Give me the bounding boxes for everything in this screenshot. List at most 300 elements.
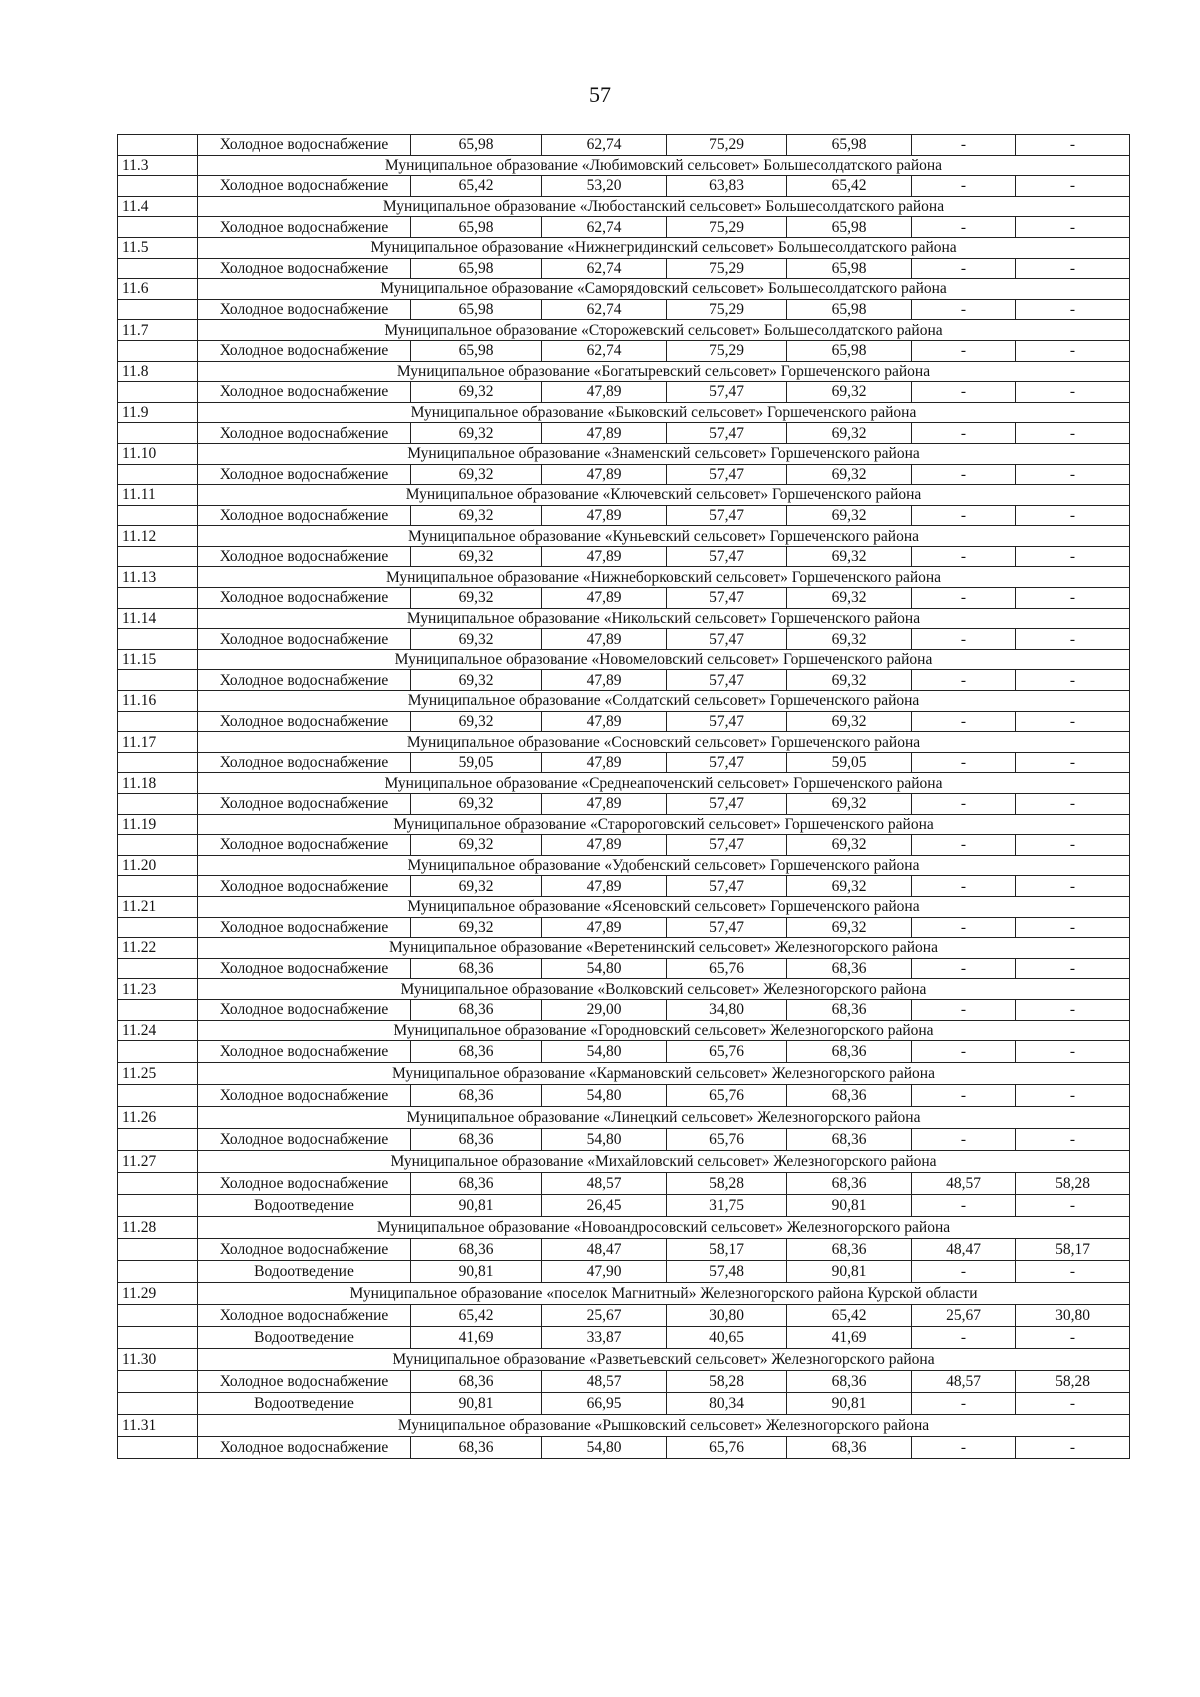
- service-label: Холодное водоснабжение: [198, 546, 411, 567]
- section-header-row: [118, 196, 1130, 217]
- service-label: Холодное водоснабжение: [198, 1305, 411, 1327]
- tariff-value-3: 57,47: [667, 588, 787, 609]
- service-label: Холодное водоснабжение: [198, 423, 411, 444]
- tariff-value-6: -: [1016, 1129, 1130, 1151]
- tariff-value-6: -: [1016, 299, 1130, 320]
- tariff-value-5: -: [912, 546, 1016, 567]
- section-header-row: [118, 608, 1130, 629]
- tariff-value-2: 47,89: [542, 835, 667, 856]
- tariff-value-2: 47,89: [542, 794, 667, 815]
- tariff-value-1: 68,36: [411, 1437, 542, 1459]
- table-row: [118, 217, 1130, 238]
- empty-cell: [118, 1041, 198, 1063]
- tariff-value-6: -: [1016, 917, 1130, 938]
- tariff-value-2: 47,89: [542, 670, 667, 691]
- tariff-value-1: 69,32: [411, 382, 542, 403]
- empty-cell: [118, 629, 198, 650]
- tariff-value-4: 59,05: [787, 752, 912, 773]
- tariff-value-4: 65,42: [787, 176, 912, 197]
- section-number: 11.27: [118, 1151, 198, 1173]
- tariff-value-4: 65,98: [787, 299, 912, 320]
- table-row: [118, 546, 1130, 567]
- tariff-value-2: 54,80: [542, 1437, 667, 1459]
- tariff-value-4: 68,36: [787, 1085, 912, 1107]
- tariff-value-6: -: [1016, 546, 1130, 567]
- tariff-value-4: 69,32: [787, 835, 912, 856]
- tariff-value-2: 47,89: [542, 423, 667, 444]
- table-row: [118, 258, 1130, 279]
- tariff-value-1: 68,36: [411, 999, 542, 1020]
- section-title: Муниципальное образование «Кармановский сельсовет» Железногорского района: [198, 1063, 1130, 1085]
- tariff-value-1: 69,32: [411, 629, 542, 650]
- tariff-value-2: 66,95: [542, 1393, 667, 1415]
- table-row: [118, 1173, 1130, 1195]
- service-label: Холодное водоснабжение: [198, 588, 411, 609]
- table-row: [118, 135, 1130, 156]
- section-header-row: [118, 691, 1130, 712]
- service-label: Холодное водоснабжение: [198, 1129, 411, 1151]
- tariff-value-1: 69,32: [411, 835, 542, 856]
- empty-cell: [118, 135, 198, 156]
- tariff-value-1: 69,32: [411, 423, 542, 444]
- tariff-value-6: 58,28: [1016, 1173, 1130, 1195]
- tariff-value-5: -: [912, 1195, 1016, 1217]
- section-header-row: [118, 485, 1130, 506]
- section-title: Муниципальное образование «Никольский сельсовет» Горшеченского района: [198, 608, 1130, 629]
- tariff-value-1: 65,42: [411, 176, 542, 197]
- service-label: Холодное водоснабжение: [198, 1041, 411, 1063]
- empty-cell: [118, 711, 198, 732]
- empty-cell: [118, 1261, 198, 1283]
- tariff-value-4: 65,98: [787, 135, 912, 156]
- tariff-value-1: 69,32: [411, 711, 542, 732]
- section-header-row: [118, 732, 1130, 753]
- section-title: Муниципальное образование «Куньевский сельсовет» Горшеченского района: [198, 526, 1130, 547]
- tariff-value-4: 68,36: [787, 999, 912, 1020]
- tariff-value-3: 80,34: [667, 1393, 787, 1415]
- tariff-value-3: 75,29: [667, 135, 787, 156]
- section-header-row: [118, 443, 1130, 464]
- tariff-value-4: 68,36: [787, 1437, 912, 1459]
- section-number: 11.18: [118, 773, 198, 794]
- section-number: 11.7: [118, 320, 198, 341]
- tariff-value-1: 65,98: [411, 340, 542, 361]
- section-header-row: [118, 320, 1130, 341]
- tariff-value-3: 75,29: [667, 258, 787, 279]
- tariff-value-6: -: [1016, 1195, 1130, 1217]
- empty-cell: [118, 546, 198, 567]
- table-row: [118, 629, 1130, 650]
- tariff-value-2: 47,89: [542, 917, 667, 938]
- empty-cell: [118, 958, 198, 979]
- tariff-value-5: -: [912, 505, 1016, 526]
- section-number: 11.17: [118, 732, 198, 753]
- empty-cell: [118, 176, 198, 197]
- service-label: Холодное водоснабжение: [198, 135, 411, 156]
- section-title: Муниципальное образование «Новоандросовский сельсовет» Железногорского района: [198, 1217, 1130, 1239]
- tariff-value-5: -: [912, 176, 1016, 197]
- tariff-value-1: 65,98: [411, 258, 542, 279]
- tariff-value-3: 57,47: [667, 917, 787, 938]
- tariff-value-2: 54,80: [542, 958, 667, 979]
- service-label: Водоотведение: [198, 1195, 411, 1217]
- service-label: Холодное водоснабжение: [198, 258, 411, 279]
- section-title: Муниципальное образование «Саморядовский сельсовет» Большесолдатского района: [198, 279, 1130, 300]
- tariff-value-3: 57,47: [667, 752, 787, 773]
- section-number: 11.29: [118, 1283, 198, 1305]
- tariff-value-2: 29,00: [542, 999, 667, 1020]
- tariff-value-2: 47,89: [542, 752, 667, 773]
- service-label: Холодное водоснабжение: [198, 711, 411, 732]
- table-row: [118, 382, 1130, 403]
- section-number: 11.5: [118, 237, 198, 258]
- tariff-value-2: 62,74: [542, 299, 667, 320]
- service-label: Холодное водоснабжение: [198, 629, 411, 650]
- service-label: Холодное водоснабжение: [198, 835, 411, 856]
- table-row: [118, 340, 1130, 361]
- tariff-value-4: 69,32: [787, 423, 912, 444]
- tariff-value-3: 65,76: [667, 958, 787, 979]
- tariff-value-6: -: [1016, 340, 1130, 361]
- table-row: [118, 1261, 1130, 1283]
- table-row: [118, 1041, 1130, 1063]
- tariff-value-6: -: [1016, 217, 1130, 238]
- tariff-value-4: 69,32: [787, 382, 912, 403]
- tariff-value-5: 48,47: [912, 1239, 1016, 1261]
- section-header-row: [118, 1151, 1130, 1173]
- table-body: [118, 135, 1130, 1459]
- tariff-value-5: -: [912, 382, 1016, 403]
- section-header-row: [118, 567, 1130, 588]
- tariff-value-2: 25,67: [542, 1305, 667, 1327]
- tariff-value-3: 57,47: [667, 711, 787, 732]
- tariff-value-3: 75,29: [667, 299, 787, 320]
- section-number: 11.13: [118, 567, 198, 588]
- tariff-value-2: 47,89: [542, 464, 667, 485]
- tariff-value-1: 69,32: [411, 505, 542, 526]
- tariff-value-6: -: [1016, 752, 1130, 773]
- section-header-row: [118, 1283, 1130, 1305]
- section-header-row: [118, 938, 1130, 959]
- tariff-value-3: 57,47: [667, 505, 787, 526]
- tariff-value-2: 47,89: [542, 711, 667, 732]
- service-label: Холодное водоснабжение: [198, 917, 411, 938]
- tariff-value-6: -: [1016, 629, 1130, 650]
- tariff-value-5: -: [912, 999, 1016, 1020]
- section-title: Муниципальное образование «Среднеапоченский сельсовет» Горшеченского района: [198, 773, 1130, 794]
- section-header-row: [118, 1063, 1130, 1085]
- tariff-value-6: -: [1016, 1393, 1130, 1415]
- tariff-value-3: 57,47: [667, 876, 787, 897]
- tariff-value-5: -: [912, 1327, 1016, 1349]
- service-label: Холодное водоснабжение: [198, 340, 411, 361]
- section-header-row: [118, 155, 1130, 176]
- tariff-value-6: -: [1016, 711, 1130, 732]
- tariff-value-2: 48,57: [542, 1173, 667, 1195]
- service-label: Холодное водоснабжение: [198, 1085, 411, 1107]
- tariff-value-2: 47,89: [542, 546, 667, 567]
- tariff-value-3: 65,76: [667, 1085, 787, 1107]
- tariff-value-1: 68,36: [411, 958, 542, 979]
- empty-cell: [118, 1437, 198, 1459]
- section-header-row: [118, 1415, 1130, 1437]
- tariff-value-3: 75,29: [667, 217, 787, 238]
- tariff-value-5: -: [912, 1041, 1016, 1063]
- tariff-value-5: -: [912, 711, 1016, 732]
- section-title: Муниципальное образование «Солдатский сельсовет» Горшеченского района: [198, 691, 1130, 712]
- tariff-value-6: -: [1016, 670, 1130, 691]
- tariff-value-2: 62,74: [542, 217, 667, 238]
- section-title: Муниципальное образование «Новомеловский сельсовет» Горшеченского района: [198, 649, 1130, 670]
- tariff-value-3: 65,76: [667, 1129, 787, 1151]
- table-row: [118, 505, 1130, 526]
- tariff-value-3: 57,47: [667, 629, 787, 650]
- tariff-value-2: 48,47: [542, 1239, 667, 1261]
- tariff-value-6: -: [1016, 999, 1130, 1020]
- tariff-value-4: 65,98: [787, 217, 912, 238]
- tariff-value-4: 41,69: [787, 1327, 912, 1349]
- tariff-value-6: -: [1016, 464, 1130, 485]
- tariff-value-2: 54,80: [542, 1041, 667, 1063]
- tariff-value-6: -: [1016, 1261, 1130, 1283]
- section-title: Муниципальное образование «Разветьевский сельсовет» Железногорского района: [198, 1349, 1130, 1371]
- tariff-value-4: 65,42: [787, 1305, 912, 1327]
- tariff-value-5: -: [912, 958, 1016, 979]
- empty-cell: [118, 588, 198, 609]
- section-header-row: [118, 1107, 1130, 1129]
- tariff-value-1: 90,81: [411, 1195, 542, 1217]
- tariff-value-1: 69,32: [411, 794, 542, 815]
- tariff-value-6: -: [1016, 588, 1130, 609]
- empty-cell: [118, 258, 198, 279]
- service-label: Холодное водоснабжение: [198, 1173, 411, 1195]
- table-row: [118, 711, 1130, 732]
- tariff-value-3: 65,76: [667, 1041, 787, 1063]
- tariff-value-3: 58,17: [667, 1239, 787, 1261]
- tariff-value-3: 31,75: [667, 1195, 787, 1217]
- tariff-value-1: 68,36: [411, 1239, 542, 1261]
- section-title: Муниципальное образование «Нижнеборковский сельсовет» Горшеченского района: [198, 567, 1130, 588]
- service-label: Холодное водоснабжение: [198, 176, 411, 197]
- tariff-value-2: 47,89: [542, 588, 667, 609]
- section-number: 11.16: [118, 691, 198, 712]
- service-label: Холодное водоснабжение: [198, 217, 411, 238]
- section-number: 11.21: [118, 896, 198, 917]
- section-number: 11.24: [118, 1020, 198, 1041]
- section-title: Муниципальное образование «Быковский сельсовет» Горшеченского района: [198, 402, 1130, 423]
- tariff-value-3: 34,80: [667, 999, 787, 1020]
- service-label: Холодное водоснабжение: [198, 299, 411, 320]
- section-number: 11.28: [118, 1217, 198, 1239]
- tariff-value-5: -: [912, 1129, 1016, 1151]
- tariff-value-1: 69,32: [411, 464, 542, 485]
- tariff-value-2: 62,74: [542, 340, 667, 361]
- table-row: [118, 1085, 1130, 1107]
- tariff-value-3: 57,47: [667, 794, 787, 815]
- empty-cell: [118, 876, 198, 897]
- section-number: 11.14: [118, 608, 198, 629]
- page-number: 57: [589, 82, 611, 107]
- tariff-value-2: 47,89: [542, 629, 667, 650]
- tariff-value-5: -: [912, 1393, 1016, 1415]
- tariff-value-2: 54,80: [542, 1085, 667, 1107]
- table-row: [118, 1393, 1130, 1415]
- service-label: Холодное водоснабжение: [198, 999, 411, 1020]
- table-row: [118, 876, 1130, 897]
- tariff-value-3: 57,47: [667, 382, 787, 403]
- tariff-value-1: 65,98: [411, 217, 542, 238]
- section-number: 11.20: [118, 855, 198, 876]
- table-row: [118, 1305, 1130, 1327]
- tariff-value-3: 57,47: [667, 835, 787, 856]
- tariff-value-6: 30,80: [1016, 1305, 1130, 1327]
- tariff-value-5: -: [912, 670, 1016, 691]
- tariff-value-4: 68,36: [787, 1129, 912, 1151]
- tariff-value-2: 47,89: [542, 876, 667, 897]
- tariff-value-4: 69,32: [787, 670, 912, 691]
- empty-cell: [118, 1371, 198, 1393]
- table-row: [118, 999, 1130, 1020]
- table-row: [118, 1327, 1130, 1349]
- tariff-value-5: -: [912, 423, 1016, 444]
- tariff-value-5: 48,57: [912, 1173, 1016, 1195]
- tariff-value-6: -: [1016, 1041, 1130, 1063]
- tariff-value-5: -: [912, 1085, 1016, 1107]
- tariff-value-6: -: [1016, 835, 1130, 856]
- tariff-value-4: 69,32: [787, 794, 912, 815]
- tariff-value-6: -: [1016, 1085, 1130, 1107]
- tariff-value-5: -: [912, 876, 1016, 897]
- tariff-value-1: 65,42: [411, 1305, 542, 1327]
- section-header-row: [118, 1020, 1130, 1041]
- tariff-value-4: 69,32: [787, 546, 912, 567]
- empty-cell: [118, 1239, 198, 1261]
- empty-cell: [118, 217, 198, 238]
- tariff-value-5: -: [912, 629, 1016, 650]
- section-title: Муниципальное образование «Городновский сельсовет» Железногорского района: [198, 1020, 1130, 1041]
- tariff-value-2: 54,80: [542, 1129, 667, 1151]
- service-label: Холодное водоснабжение: [198, 1437, 411, 1459]
- section-header-row: [118, 979, 1130, 1000]
- service-label: Холодное водоснабжение: [198, 958, 411, 979]
- empty-cell: [118, 794, 198, 815]
- tariff-value-5: -: [912, 217, 1016, 238]
- tariff-value-3: 57,47: [667, 464, 787, 485]
- table-row: [118, 752, 1130, 773]
- service-label: Холодное водоснабжение: [198, 464, 411, 485]
- section-header-row: [118, 361, 1130, 382]
- table-row: [118, 1129, 1130, 1151]
- service-label: Водоотведение: [198, 1261, 411, 1283]
- service-label: Холодное водоснабжение: [198, 1239, 411, 1261]
- tariff-value-6: -: [1016, 958, 1130, 979]
- section-title: Муниципальное образование «Богатыревский сельсовет» Горшеченского района: [198, 361, 1130, 382]
- service-label: Холодное водоснабжение: [198, 876, 411, 897]
- tariff-value-1: 68,36: [411, 1371, 542, 1393]
- tariff-value-5: -: [912, 340, 1016, 361]
- section-header-row: [118, 279, 1130, 300]
- tariff-value-1: 68,36: [411, 1173, 542, 1195]
- tariff-value-6: 58,17: [1016, 1239, 1130, 1261]
- section-title: Муниципальное образование «Любимовский сельсовет» Большесолдатского района: [198, 155, 1130, 176]
- section-number: 11.25: [118, 1063, 198, 1085]
- section-number: 11.6: [118, 279, 198, 300]
- service-label: Холодное водоснабжение: [198, 752, 411, 773]
- section-number: 11.3: [118, 155, 198, 176]
- tariff-value-4: 69,32: [787, 588, 912, 609]
- tariff-value-5: -: [912, 135, 1016, 156]
- table-row: [118, 423, 1130, 444]
- table-row: [118, 1195, 1130, 1217]
- tariff-value-1: 69,32: [411, 546, 542, 567]
- tariff-value-3: 58,28: [667, 1371, 787, 1393]
- tariff-value-3: 65,76: [667, 1437, 787, 1459]
- tariff-value-1: 69,32: [411, 588, 542, 609]
- tariff-value-4: 69,32: [787, 505, 912, 526]
- tariff-value-5: 48,57: [912, 1371, 1016, 1393]
- tariff-value-4: 65,98: [787, 340, 912, 361]
- empty-cell: [118, 752, 198, 773]
- empty-cell: [118, 1129, 198, 1151]
- tariff-value-3: 57,47: [667, 546, 787, 567]
- section-header-row: [118, 814, 1130, 835]
- tariff-value-2: 53,20: [542, 176, 667, 197]
- service-label: Холодное водоснабжение: [198, 505, 411, 526]
- tariff-value-6: -: [1016, 382, 1130, 403]
- tariff-value-5: -: [912, 917, 1016, 938]
- table-row: [118, 917, 1130, 938]
- tariff-value-1: 41,69: [411, 1327, 542, 1349]
- tariff-value-3: 58,28: [667, 1173, 787, 1195]
- tariff-value-5: -: [912, 752, 1016, 773]
- tariff-value-1: 68,36: [411, 1085, 542, 1107]
- service-label: Холодное водоснабжение: [198, 670, 411, 691]
- tariff-value-5: -: [912, 299, 1016, 320]
- tariff-value-6: -: [1016, 135, 1130, 156]
- empty-cell: [118, 1393, 198, 1415]
- service-label: Водоотведение: [198, 1327, 411, 1349]
- empty-cell: [118, 382, 198, 403]
- table-row: [118, 794, 1130, 815]
- tariff-value-5: -: [912, 1437, 1016, 1459]
- tariff-value-2: 47,89: [542, 382, 667, 403]
- tariff-value-4: 69,32: [787, 711, 912, 732]
- section-title: Муниципальное образование «Линецкий сельсовет» Железногорского района: [198, 1107, 1130, 1129]
- section-header-row: [118, 896, 1130, 917]
- section-title: Муниципальное образование «Веретенинский сельсовет» Железногорского района: [198, 938, 1130, 959]
- tariff-value-1: 69,32: [411, 917, 542, 938]
- tariff-value-3: 57,47: [667, 670, 787, 691]
- section-header-row: [118, 773, 1130, 794]
- tariff-value-4: 69,32: [787, 629, 912, 650]
- empty-cell: [118, 999, 198, 1020]
- empty-cell: [118, 423, 198, 444]
- table-row: [118, 588, 1130, 609]
- tariff-value-1: 65,98: [411, 135, 542, 156]
- section-title: Муниципальное образование «Сосновский сельсовет» Горшеченского района: [198, 732, 1130, 753]
- tariff-value-4: 90,81: [787, 1195, 912, 1217]
- section-number: 11.8: [118, 361, 198, 382]
- tariff-value-6: -: [1016, 1437, 1130, 1459]
- service-label: Холодное водоснабжение: [198, 794, 411, 815]
- tariff-value-2: 48,57: [542, 1371, 667, 1393]
- tariff-value-6: -: [1016, 505, 1130, 526]
- tariff-value-5: -: [912, 464, 1016, 485]
- tariff-value-1: 90,81: [411, 1261, 542, 1283]
- empty-cell: [118, 835, 198, 856]
- empty-cell: [118, 505, 198, 526]
- tariff-value-6: -: [1016, 1327, 1130, 1349]
